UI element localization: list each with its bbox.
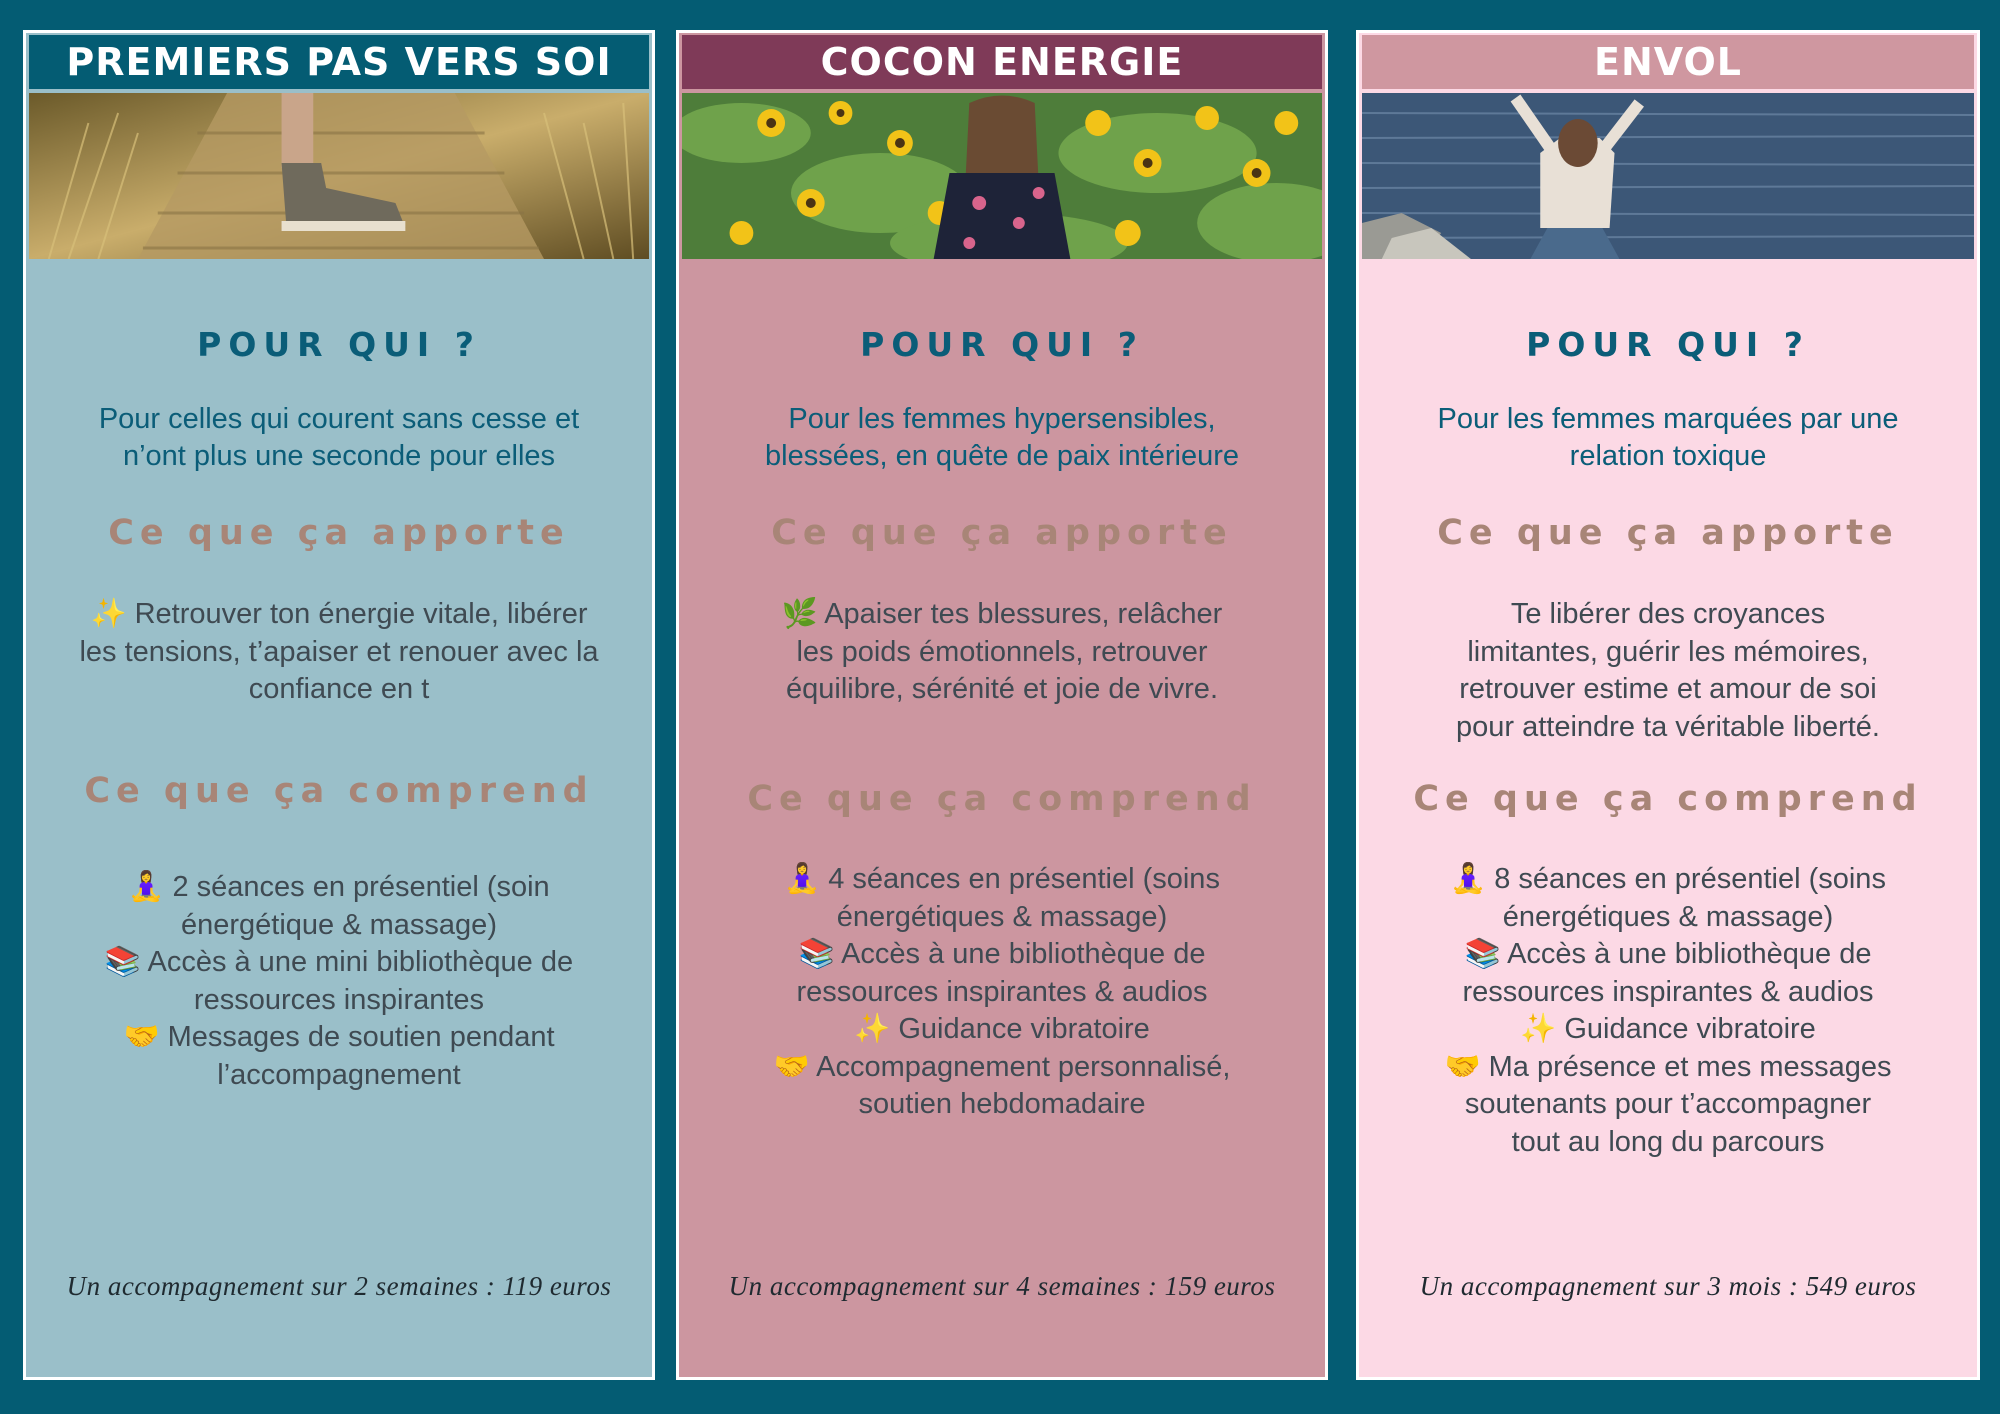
for-whom-text: Pour les femmes hypersensibles, blessées, en quête de paix intérieure bbox=[765, 403, 1239, 472]
card-title: PREMIERS PAS VERS SOI bbox=[29, 35, 649, 89]
card-title: ENVOL bbox=[1362, 35, 1974, 89]
includes-heading: Ce que ça comprend bbox=[747, 779, 1257, 819]
includes-heading: Ce que ça comprend bbox=[1413, 779, 1923, 819]
benefits-text: ✨ Retrouver ton énergie vitale, libérer les tensions, t’apaiser et renouer avec la confiance en t bbox=[79, 598, 599, 705]
for-whom-heading: POUR QUI ? bbox=[1526, 325, 1810, 364]
for-whom-text: Pour les femmes marquées par une relation toxique bbox=[1437, 403, 1899, 472]
card-title: COCON ENERGIE bbox=[682, 35, 1322, 89]
feet-on-path-photo bbox=[29, 93, 649, 259]
includes-text: 🧘‍♀️ 2 séances en présentiel (soin énergétique & massage) 📚 Accès à une mini bibliothèque de ressources inspirantes 🤝 Messages de soutien pendant l’accompagnement bbox=[104, 871, 574, 1091]
includes-text: 🧘‍♀️ 8 séances en présentiel (soins énergétiques & massage) 📚 Accès à une bibliothèque de ressources inspirantes & audios ✨ Guidance vibratoire 🤝 Ma présence et mes messages soutenants pour t’accompagner tout au long du parcours bbox=[1444, 863, 1892, 1158]
for-whom-heading: POUR QUI ? bbox=[197, 325, 481, 364]
price-text: Un accompagnement sur 3 mois : 549 euros bbox=[1419, 1271, 1917, 1301]
includes-heading: Ce que ça comprend bbox=[84, 771, 594, 811]
offer-card-premiers-pas bbox=[23, 30, 655, 1380]
for-whom-text: Pour celles qui courent sans cesse et n’ont plus une seconde pour elles bbox=[98, 403, 580, 472]
includes-text: 🧘‍♀️ 4 séances en présentiel (soins énergétiques & massage) 📚 Accès à une bibliothèque de ressources inspirantes & audios ✨ Guidance vibratoire 🤝 Accompagnement personnalisé, soutien hebdomadaire bbox=[773, 863, 1231, 1120]
lake-woman-photo bbox=[1362, 93, 1974, 259]
sunflower-field-photo bbox=[682, 93, 1322, 259]
offer-card-cocon-energie bbox=[676, 30, 1328, 1380]
benefits-heading: Ce que ça apporte bbox=[108, 513, 570, 553]
for-whom-heading: POUR QUI ? bbox=[860, 325, 1144, 364]
price-text: Un accompagnement sur 2 semaines : 119 euros bbox=[66, 1271, 612, 1301]
benefits-heading: Ce que ça apporte bbox=[1437, 513, 1899, 553]
benefits-text: 🌿 Apaiser tes blessures, relâcher les poids émotionnels, retrouver équilibre, sérénité et joie de vivre. bbox=[781, 598, 1223, 705]
benefits-text: Te libérer des croyances limitantes, guérir les mémoires, retrouver estime et amour de soi pour atteindre ta véritable liberté. bbox=[1456, 598, 1880, 743]
offer-card-envol bbox=[1356, 30, 1980, 1380]
price-text: Un accompagnement sur 4 semaines : 159 euros bbox=[728, 1271, 1276, 1301]
benefits-heading: Ce que ça apporte bbox=[771, 513, 1233, 553]
